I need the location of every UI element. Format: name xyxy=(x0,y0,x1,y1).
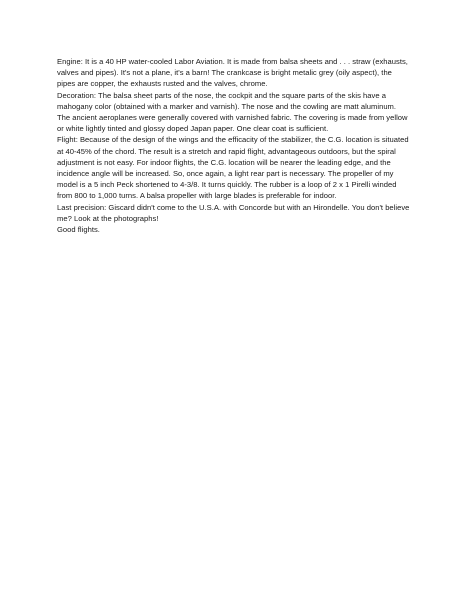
document-body xyxy=(57,56,412,235)
paragraph-last-precision: Last precision: Giscard didn't come to the U.S.A. with Concorde but with an Hirondelle. You don't believe me? Look at the photographs! xyxy=(57,202,410,223)
paragraph-flight: Flight: Because of the design of the wings and the efficacity of the stabilizer, the C.G. location is situated at 40-45% of the chord. The result is a stretch and rapid flight, advantageous outdoors, but the spiral adjustment is not easy. For indoor flights, the C.G. location will be nearer the leading edge, and the incidence angle will be increased. So, once again, a light rear part is necessary. The propeller of my model is a 5 inch Peck shortened to 4-3/8. It turns quickly. The rubber is a loop of 2 x 1 Pirelli winded from 800 to 1,000 turns. A balsa propeller with large blades is preferable for indoor. xyxy=(57,135,409,201)
paragraph-decoration: Decoration: The balsa sheet parts of the nose, the cockpit and the square parts of the skis have a mahogany color (obtained with a marker and varnish). The nose and the cowling are matt aluminum. xyxy=(57,90,397,111)
paragraph-covering: The ancient aeroplanes were generally covered with varnished fabric. The covering is made from yellow or white lightly tinted and glossy doped Japan paper. One clear coat is sufficient. xyxy=(57,113,408,134)
paragraph-closing: Good flights. xyxy=(57,225,100,235)
paragraph-engine: Engine: It is a 40 HP water-cooled Labor Aviation. It is made from balsa sheets and . . . straw (exhausts, valves and pipes). It's not a plane, it's a barn! The crankcase is bright metalic grey (oily aspect), the pipes are copper, the exhausts rusted and the valves, chrome. xyxy=(57,57,408,89)
